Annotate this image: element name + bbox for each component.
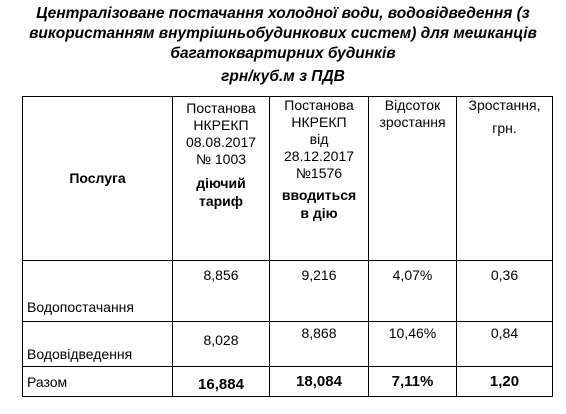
header-new-line: Постанова xyxy=(284,97,354,113)
header-new-note: вводиться xyxy=(281,187,357,203)
row-increase: 1,20 xyxy=(457,367,553,397)
header-current-note: тариф xyxy=(198,193,244,209)
row-increase: 0,84 xyxy=(457,322,553,367)
row-current: 16,884 xyxy=(173,367,270,397)
table-header-row xyxy=(23,97,553,261)
header-increase-line: грн. xyxy=(492,120,517,136)
header-percent xyxy=(369,97,457,261)
header-new-line: НКРЕКП xyxy=(291,114,347,130)
row-percent: 7,11% xyxy=(369,367,457,397)
header-current-line: Постанова xyxy=(186,100,256,116)
header-current-line: 08.08.2017 xyxy=(185,134,257,150)
row-service: Водовідведення xyxy=(23,322,173,367)
row-percent: 10,46% xyxy=(369,322,457,367)
header-new-line: 28.12.2017 xyxy=(283,148,355,164)
unit-label: грн/куб.м з ПДВ xyxy=(221,68,345,85)
row-percent: 4,07% xyxy=(369,261,457,322)
tariff-table xyxy=(22,96,553,397)
title-line-3: багатоквартирних будинків xyxy=(170,45,396,62)
header-new-note: в дію xyxy=(300,205,338,221)
header-current-tariff xyxy=(173,97,270,261)
row-service: Водопостачання xyxy=(23,261,173,322)
header-percent-line: зростання xyxy=(379,114,446,130)
title-line-1: Централізоване постачання холодної води, водовідведення (з xyxy=(36,5,530,22)
header-current-line: НКРЕКП xyxy=(193,117,249,133)
header-new-line: від xyxy=(309,131,329,147)
header-increase-line: Зростання, xyxy=(468,97,541,113)
header-new-line: №1576 xyxy=(295,165,343,181)
row-new: 8,868 xyxy=(270,322,369,367)
row-new: 9,216 xyxy=(270,261,369,322)
table-row xyxy=(23,322,553,367)
document-title xyxy=(0,4,566,64)
row-current: 8,028 xyxy=(173,322,270,367)
header-service: Послуга xyxy=(23,97,173,261)
header-new-tariff xyxy=(270,97,369,261)
title-line-2: використанням внутрішньобудинкових систем) для мешканців xyxy=(29,25,537,42)
header-current-line: № 1003 xyxy=(195,151,247,167)
row-increase: 0,36 xyxy=(457,261,553,322)
row-service: Разом xyxy=(23,367,173,397)
row-new: 18,084 xyxy=(270,367,369,397)
table-total-row xyxy=(23,367,553,397)
header-increase xyxy=(457,97,553,261)
header-current-note: діючий xyxy=(196,175,246,191)
table-row xyxy=(23,261,553,322)
header-percent-line: Відсоток xyxy=(384,97,441,113)
row-current: 8,856 xyxy=(173,261,270,322)
